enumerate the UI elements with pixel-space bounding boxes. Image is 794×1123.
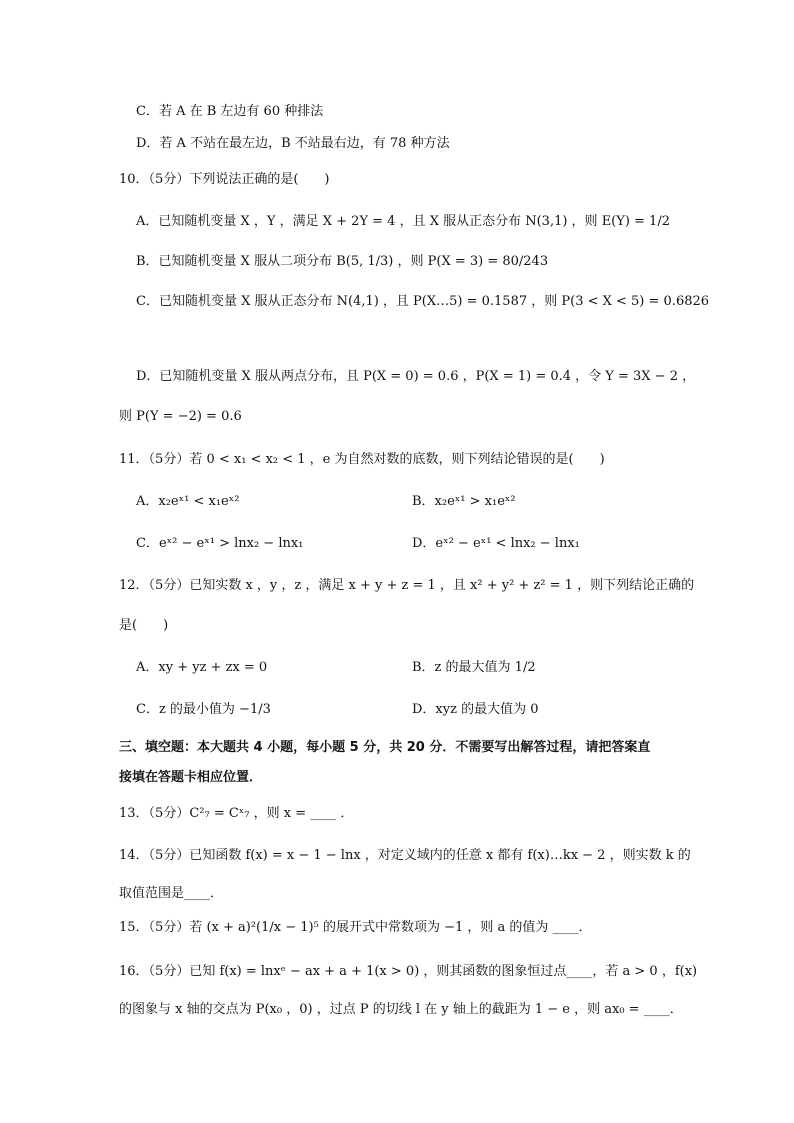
q12-option-c: C．z 的最小值为 −1/3 xyxy=(136,702,271,717)
q12-stem-line1: 12．（5分）已知实数 x ，y ，z ，满足 x + y + z = 1 ，且 x² + y² + z² = 1 ，则下列结论正确的 xyxy=(119,578,695,593)
q11-option-b: B．x₂eˣ¹ > x₁eˣ² xyxy=(412,494,516,509)
q11-option-d: D．eˣ² − eˣ¹ < lnx₂ − lnx₁ xyxy=(412,536,580,551)
q10-stem: 10．（5分）下列说法正确的是( ) xyxy=(119,172,330,187)
q12-stem-line2: 是( ) xyxy=(119,618,169,633)
q10-option-d-line1: D．已知随机变量 X 服从两点分布，且 P(X = 0) = 0.6 ，P(X = 1) = 0.4 ，令 Y = 3X − 2 ， xyxy=(136,369,696,384)
q14-stem-line1: 14．（5分）已知函数 f(x) = x − 1 − lnx ，对定义域内的任意 x 都有 f(x)…kx − 2 ，则实数 k 的 xyxy=(119,848,691,863)
q14-stem-line2: 取值范围是____． xyxy=(119,886,224,901)
q10-option-a: A．已知随机变量 X ，Y ，满足 X + 2Y = 4 ，且 X 服从正态分布 N(3,1) ，则 E(Y) = 1/2 xyxy=(136,214,670,229)
q12-option-b: B．z 的最大值为 1/2 xyxy=(412,660,536,675)
q12-option-d: D．xyz 的最大值为 0 xyxy=(412,702,539,717)
q11-stem: 11．（5分）若 0 < x₁ < x₂ < 1 ，e 为自然对数的底数，则下列结论错误的是( ) xyxy=(119,452,605,467)
q11-option-a: A．x₂eˣ¹ < x₁eˣ² xyxy=(136,494,240,509)
q10-option-b: B．已知随机变量 X 服从二项分布 B(5, 1/3) ，则 P(X = 3) = 80/243 xyxy=(136,254,549,269)
q11-option-c: C．eˣ² − eˣ¹ > lnx₂ − lnx₁ xyxy=(136,536,304,551)
q16-stem-line1: 16．（5分）已知 f(x) = lnxᵉ − ax + a + 1(x > 0) ，则其函数的图象恒过点____，若 a > 0 ，f(x) xyxy=(119,964,698,979)
q10-option-d-line2: 则 P(Y = −2) = 0.6 xyxy=(119,409,242,424)
section3-heading-line1: 三、填空题：本大题共 4 小题，每小题 5 分，共 20 分．不需要写出解答过程，请把答案直 xyxy=(119,740,651,755)
q13-stem: 13．（5分）C²₇ = Cˣ₇ ，则 x = ____ ． xyxy=(119,806,354,821)
q12-option-a: A．xy + yz + zx = 0 xyxy=(136,660,268,675)
q10-option-c: C．已知随机变量 X 服从正态分布 N(4,1) ，且 P(X…5) = 0.1587 ，则 P(3 < X < 5) = 0.6826 xyxy=(136,294,710,309)
q9-option-c: C．若 A 在 B 左边有 60 种排法 xyxy=(136,104,324,119)
section3-heading-line2: 接填在答题卡相应位置． xyxy=(119,770,263,785)
q9-option-d: D．若 A 不站在最左边，B 不站最右边，有 78 种方法 xyxy=(136,136,450,151)
q16-stem-line2: 的图象与 x 轴的交点为 P(x₀ ，0) ，过点 P 的切线 l 在 y 轴上的截距为 1 − e ，则 ax₀ = ____． xyxy=(119,1002,683,1017)
q15-stem: 15．（5分）若 (x + a)²(1/x − 1)⁵ 的展开式中常数项为 −1 ，则 a 的值为 ____． xyxy=(119,920,592,935)
